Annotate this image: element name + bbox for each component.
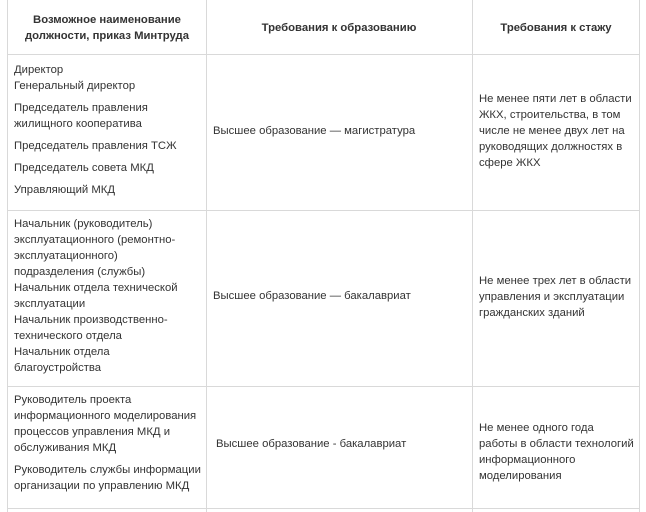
row-2-education	[213, 288, 467, 304]
header-education	[212, 20, 466, 36]
row-3-positions	[14, 392, 202, 494]
row-3-education-text: Высшее образование - бакалавриат	[216, 438, 407, 450]
row-3-bottom-border	[7, 508, 639, 509]
position-item: Директор	[14, 64, 64, 76]
header-position-label: Возможное наименование должности, приказ Минтруда	[24, 14, 189, 42]
row-1-bottom-border	[7, 210, 639, 211]
position-item: Председатель правления ТСЖ	[14, 140, 177, 152]
position-item: Руководитель проекта информационного моделирования процессов управления МКД и обслуживания МКД	[14, 394, 197, 454]
header-position	[14, 12, 200, 44]
position-item: Начальник отдела благоустройства	[14, 346, 110, 374]
position-item: Начальник (руководитель) эксплуатационного (ремонтно-эксплуатационного) подразделения (службы)	[14, 218, 176, 278]
row-2-experience-text: Не менее трех лет в области управления и эксплуатации гражданских зданий	[479, 275, 632, 319]
row-1-experience-text: Не менее пяти лет в области ЖКХ, строительства, в том числе не менее двух лет на руководящих должностях в сфере ЖКХ	[479, 93, 632, 169]
row-2-education-text: Высшее образование — бакалавриат	[213, 290, 411, 302]
row-1-education-text: Высшее образование — магистратура	[213, 125, 416, 137]
row-3-experience-text: Не менее одного года работы в области технологий информационного моделирования	[479, 422, 634, 482]
row-1-education	[213, 123, 467, 139]
position-item: Генеральный директор	[14, 80, 136, 92]
column-divider-2	[472, 0, 473, 512]
row-3-experience	[479, 420, 635, 484]
position-item: Председатель совета МКД	[14, 162, 154, 174]
position-item: Управляющий МКД	[14, 184, 115, 196]
row-2-bottom-border	[7, 386, 639, 387]
row-2-positions	[14, 216, 198, 376]
position-item: Начальник производственно-технического отдела	[14, 314, 168, 342]
row-2-experience	[479, 273, 635, 321]
header-experience-label: Требования к стажу	[500, 22, 612, 34]
position-item: Председатель правления жилищного кооператива	[14, 102, 148, 130]
table-border-left	[7, 0, 8, 512]
position-item: Руководитель службы информации организации по управлению МКД	[14, 464, 201, 492]
row-3-education	[216, 436, 470, 452]
position-item: Начальник отдела технической эксплуатации	[14, 282, 178, 310]
column-divider-1	[206, 0, 207, 512]
row-1-positions	[14, 62, 198, 198]
row-1-experience	[479, 91, 635, 171]
header-experience	[478, 20, 634, 36]
header-bottom-border	[7, 54, 639, 55]
header-education-label: Требования к образованию	[261, 22, 417, 34]
table-border-right	[639, 0, 640, 512]
